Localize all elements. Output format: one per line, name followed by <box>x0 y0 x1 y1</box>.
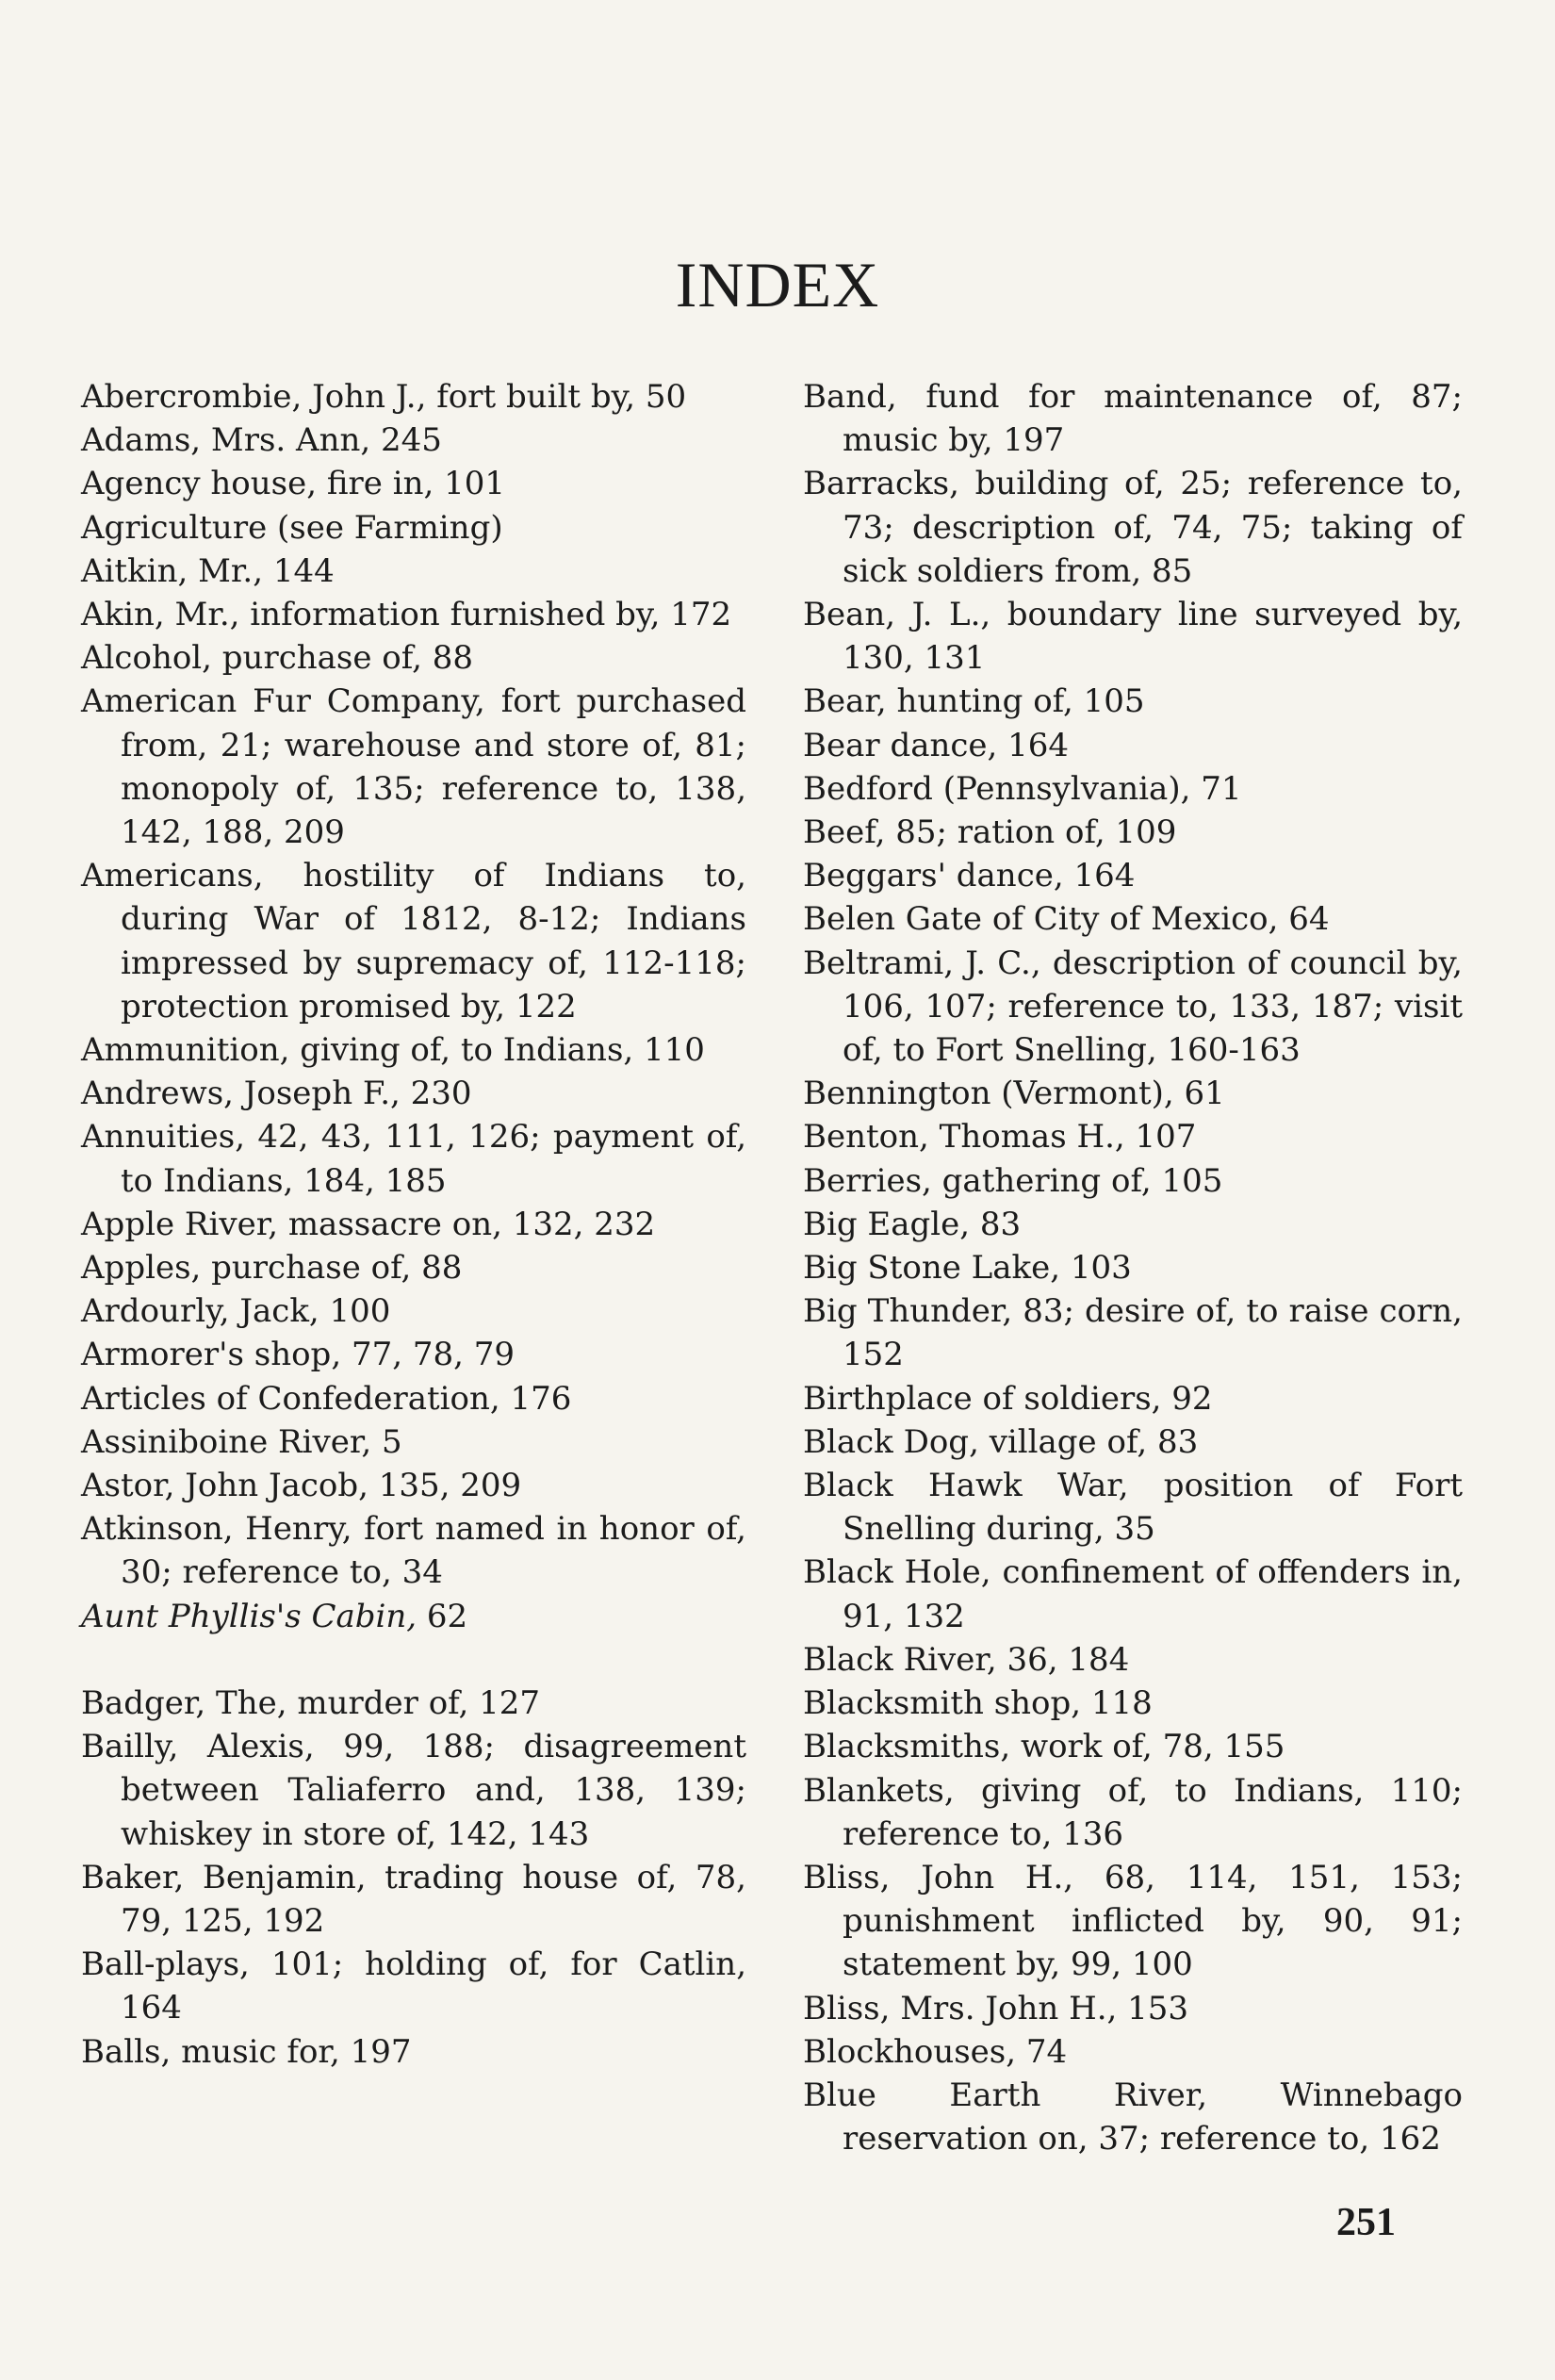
index-entry: Agriculture (see Farming) <box>81 508 503 547</box>
index-entry: Bliss, Mrs. John H., 153 <box>803 1989 1189 2027</box>
index-entry: Blacksmiths, work of, 78, 155 <box>803 1728 1285 1766</box>
index-entry: Akin, Mr., information furnished by, 172 <box>81 596 732 634</box>
index-entry: Armorer's shop, 77, 78, 79 <box>81 1336 515 1374</box>
index-entry: Bliss, John H., 68, 114, 151, 153; punishment inflicted by, 90, 91; statement by, 99, 100 <box>803 1858 1463 1984</box>
index-entry: Band, fund for maintenance of, 87; music by, 197 <box>803 378 1463 460</box>
index-entry: Black Dog, village of, 83 <box>803 1422 1199 1461</box>
index-entry: Black Hole, confinement of offenders in, 91, 132 <box>803 1553 1463 1635</box>
index-entry: Americans, hostility of Indians to, during War of 1812, 8-12; Indians impressed by supremacy of, 112-118; protection promised by, 122 <box>81 857 746 1026</box>
index-entry: Apple River, massacre on, 132, 232 <box>81 1205 656 1243</box>
index-entry: Abercrombie, John J., fort built by, 50 <box>81 378 687 416</box>
index-entry: Bedford (Pennsylvania), 71 <box>803 769 1242 808</box>
index-entry: Andrews, Joseph F., 230 <box>81 1075 472 1113</box>
index-entry: Annuities, 42, 43, 111, 126; payment of, to Indians, 184, 185 <box>81 1118 746 1200</box>
index-entry: Astor, John Jacob, 135, 209 <box>81 1467 522 1505</box>
index-entry: Assiniboine River, 5 <box>81 1422 402 1461</box>
index-entry: Bear, hunting of, 105 <box>803 682 1145 721</box>
index-entry: American Fur Company, fort purchased from, 21; warehouse and store of, 81; monopoly of, 135; reference to, 138, 142, 188, 209 <box>81 682 746 852</box>
book-title: Aunt Phyllis's Cabin, <box>81 1597 417 1635</box>
index-entry: Big Stone Lake, 103 <box>803 1249 1132 1288</box>
index-entry: Atkinson, Henry, fort named in honor of, 30; reference to, 34 <box>81 1510 746 1592</box>
index-entry: Benton, Thomas H., 107 <box>803 1118 1197 1157</box>
index-entry: Belen Gate of City of Mexico, 64 <box>803 900 1330 939</box>
index-entry: Blacksmith shop, 118 <box>803 1684 1153 1723</box>
index-entry: Big Thunder, 83; desire of, to raise corn, 152 <box>803 1292 1463 1374</box>
index-entry: Beltrami, J. C., description of council by, 106, 107; reference to, 133, 187; visit of, to Fort Snelling, 160-163 <box>803 944 1463 1070</box>
index-entry: Bear dance, 164 <box>803 726 1070 764</box>
index-entry: Blue Earth River, Winnebago reservation on, 37; reference to, 162 <box>803 2076 1463 2158</box>
page-title: INDEX <box>675 249 880 320</box>
index-entry: Beggars' dance, 164 <box>803 857 1136 895</box>
index-entry: Ball-plays, 101; holding of, for Catlin, 164 <box>81 1945 746 2027</box>
index-entry: Beef, 85; ration of, 109 <box>803 813 1177 852</box>
index-entry: Black Hawk War, position of Fort Snelling during, 35 <box>803 1467 1463 1549</box>
index-entry: Bailly, Alexis, 99, 188; disagreement between Taliaferro and, 138, 139; whiskey in store of, 142, 143 <box>81 1728 746 1853</box>
index-entry: Balls, music for, 197 <box>81 2032 412 2071</box>
index-entry: Apples, purchase of, 88 <box>81 1249 463 1288</box>
index-entry: Adams, Mrs. Ann, 245 <box>81 421 442 460</box>
index-entry: Barracks, building of, 25; reference to, 73; description of, 74, 75; taking of sick soldiers from, 85 <box>803 465 1463 590</box>
index-entry: Agency house, fire in, 101 <box>81 465 505 503</box>
index-entry: Blockhouses, 74 <box>803 2032 1068 2071</box>
index-entry: Black River, 36, 184 <box>803 1640 1130 1679</box>
index-entry: Baker, Benjamin, trading house of, 78, 79, 125, 192 <box>81 1858 746 1940</box>
index-entry: Aitkin, Mr., 144 <box>81 551 335 590</box>
index-entry: Bennington (Vermont), 61 <box>803 1075 1225 1113</box>
page-number: 251 <box>1336 2201 1396 2244</box>
entry-pages: 62 <box>417 1597 468 1635</box>
index-entry: Ammunition, giving of, to Indians, 110 <box>81 1031 705 1070</box>
index-entry: Berries, gathering of, 105 <box>803 1161 1223 1200</box>
index-entry: Articles of Confederation, 176 <box>81 1379 572 1418</box>
index-entry: Big Eagle, 83 <box>803 1205 1022 1243</box>
index-entry: Badger, The, murder of, 127 <box>81 1683 541 1722</box>
index-column-left <box>81 375 746 2074</box>
index-entry: Blankets, giving of, to Indians, 110; reference to, 136 <box>803 1771 1463 1853</box>
section-gap <box>81 1638 746 1682</box>
index-entry-aunt-phyllis <box>81 1595 746 1638</box>
index-column-right <box>803 375 1463 2160</box>
index-entry: Ardourly, Jack, 100 <box>81 1292 391 1331</box>
index-entry: Bean, J. L., boundary line surveyed by, 130, 131 <box>803 596 1463 678</box>
index-entry: Alcohol, purchase of, 88 <box>81 639 474 678</box>
index-entry: Birthplace of soldiers, 92 <box>803 1379 1213 1418</box>
